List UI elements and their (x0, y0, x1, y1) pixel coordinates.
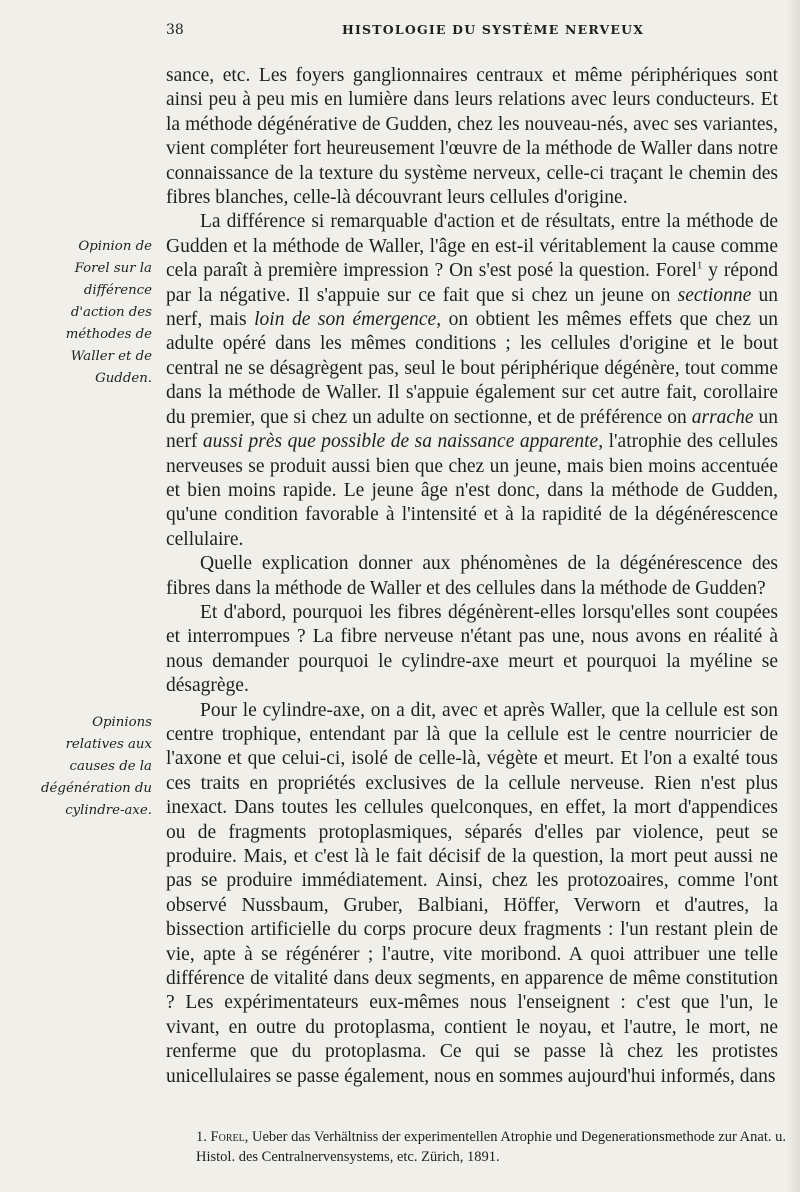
footnote-number: 1. (196, 1129, 207, 1145)
running-head: HISTOLOGIE DU SYSTÈME NERVEUX (342, 22, 645, 37)
body-text (166, 64, 778, 1089)
p2-text-b: y répond par la négative. Il s'appuie sur ce fait que si chez un jeune on (166, 260, 778, 306)
page-number: 38 (166, 22, 184, 38)
p2-text-e: un nerf (166, 406, 779, 453)
p2-text-c: un nerf, mais (166, 284, 778, 331)
page-header (0, 22, 800, 46)
p2-emphasis-2: loin de son émergence (254, 309, 437, 331)
p2-emphasis-3: arrache (691, 406, 754, 428)
paragraph-3: Quelle explication donner aux phénomènes de la dégénérescence des fibres dans la méthode de Waller et des cellules dans la méthode de Gudden? (166, 553, 778, 599)
margin-note-forel: Opinion de Forel sur la différence d'action des méthodes de Waller et de Gudden. (65, 239, 152, 386)
paragraph-4: Et d'abord, pourquoi les fibres dégénèrent-elles lorsqu'elles sont coupées et interrompues ? La fibre nerveuse n'étant pas une, nous avons en réalité à nous demander pourquoi le cylindre-axe meurt et pourquoi la myéline se désagrège. (166, 601, 778, 697)
paragraph-2 (166, 210, 778, 552)
footnote-author: Forel (210, 1129, 245, 1145)
margin-note-cylindre-axe: Opinions relatives aux causes de la dégénération du cylindre-axe. (41, 715, 152, 818)
p2-text-d: , on obtient les mêmes effets que chez un adulte opéré dans les mêmes conditions ; les cellules d'origine et le bout central ne se désagrègent pas, seul le bout périphérique dégénère, tout comme dans la méthode de Waller. Il s'appuie également sur cet autre fait, corollaire du premier, que si chez un adulte on sectionne, et de préférence on (166, 309, 778, 428)
paragraph-1: sance, etc. Les foyers ganglionnaires centraux et même périphériques sont ainsi peu à peu mis en lumière dans leurs relations avec leurs conducteurs. Et la méthode dégénérative de Gudden, chez les nouveau-nés, avec ses variantes, vient compléter fort heureusement l'œuvre de la méthode de Waller dans notre connaissance de la texture du système nerveux, celle-ci traçant le chemin des fibres blanches, celle-là découvrant leurs cellules d'origine. (166, 65, 778, 209)
p2-text-a: La différence si remarquable d'action et de résultats, entre la méthode de Gudden et la méthode de Waller, l'âge en est-il véritablement la cause comme cela paraît à première impression ? On s'est posé la question. Forel (166, 211, 778, 282)
p2-emphasis-4: aussi près que possible de sa naissance apparente (202, 431, 599, 453)
footnote-ref: 1 (696, 259, 703, 272)
page-edge-shadow (786, 0, 800, 1192)
p2-emphasis-1: sectionne (677, 284, 752, 306)
footnote (196, 1127, 786, 1167)
p2-text-f: , l'atrophie des cellules nerveuses se produit aussi bien que chez un jeune, mais bien moins accentuée et bien moins rapide. Le jeune âge n'est donc, dans la méthode de Gudden, qu'une condition favorable à l'intensité et à la rapidité de la dégénérescence cellulaire. (166, 431, 778, 550)
paragraph-5: Pour le cylindre-axe, on a dit, avec et après Waller, que la cellule est son centre trophique, entendant par là que la cellule est le centre nourricier de l'axone et que celui-ci, isolé de celle-là, végète et meurt. Et l'on a exalté tous ces traits en propriétés exclusives de la cellule nerveuse. Rien n'est plus inexact. Dans toutes les cellules quelconques, en effet, la mort d'appendices ou de fragments protoplasmiques, séparés d'elles par violence, peut se produire. Mais, et c'est là le fait décisif de la question, la mort peut aussi ne pas se produire immédiatement. Ainsi, chez les protozoaires, comme l'ont observé Nussbaum, Gruber, Balbiani, Höffer, Verworn et d'autres, la bissection artificielle du corps procure deux fragments : l'un restant plein de vie, apte à se régénérer ; l'autre, vite moribond. A quoi attribuer une telle différence de vitalité dans deux segments, en apparence de même constitution ? Les expérimentateurs eux-mêmes nous l'enseignent : c'est que l'un, le vivant, en outre du protoplasma, contient le noyau, et l'autre, le mort, ne renferme que du protoplasma. Ce qui se passe là chez les protistes unicellulaires se passe également, nous en sommes aujourd'hui informés, dans (166, 699, 778, 1087)
footnote-text: , Ueber das Verhältniss der experimentellen Atrophie und Degenerationsmethode zur Anat. u. Histol. des Centralnervensystems, etc. Zürich, 1891. (196, 1129, 787, 1165)
